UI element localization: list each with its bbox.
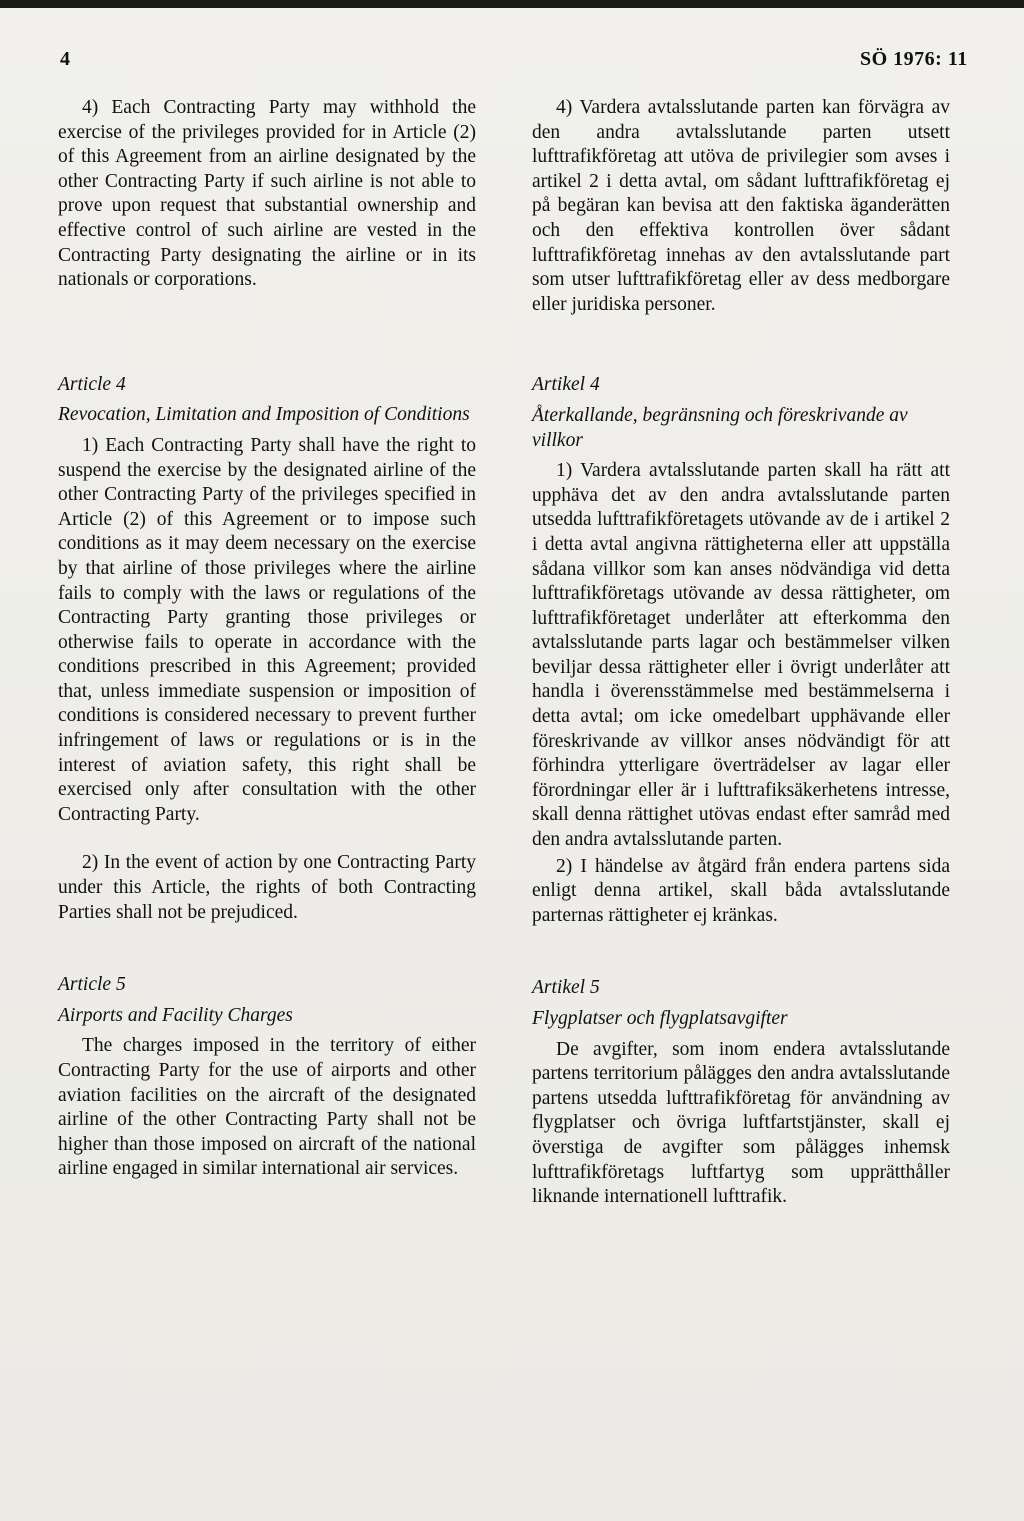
- top-border-rule: [0, 0, 1024, 8]
- sv-article4-paragraph-2: 2) I händelse av åtgärd från endera partens sida enligt denna artikel, skall båda avtalsslutande parternas rättigheter ej kränkas.: [532, 855, 950, 926]
- publication-reference: SÖ 1976: 11: [860, 48, 968, 70]
- en-article5-paragraph-1: The charges imposed in the territory of either Contracting Party for the use of airports and other aviation facilities on the aircraft of the designated airline of the other Contracting Party shall not be higher than those imposed on aircraft of the national airline engaged in similar international air services.: [58, 1035, 476, 1180]
- sv-article3-paragraph-4: 4) Vardera avtalsslutande parten kan förvägra av den andra avtalsslutande parten utsett lufttrafikföretag att utöva de privilegier som avses i artikel 2 i detta avtal, om sådant lufttrafikföretag ej på begäran kan bevisa att den faktiska äganderätten och den effektiva kontrollen över sådant lufttrafikföretag innehas av den avtalsslutande part som utser lufttrafikföretag eller av dess medborgare eller juridiska personer.: [532, 97, 950, 315]
- sv-article4-title: Återkallande, begränsning och föreskrivande av villkor: [532, 404, 908, 451]
- english-column: [58, 96, 476, 1182]
- en-article4-paragraph-1: 1) Each Contracting Party shall have the right to suspend the exercise by the designated airline of the other Contracting Party of the privileges specified in Article (2) of this Agreement or to impose such conditions as it may deem necessary on the exercise by that airline of those privileges where the airline fails to comply with the laws or regulations of the Contracting Party granting those privileges or otherwise fails to operate in accordance with the conditions prescribed in this Agreement; provided that, unless immediate suspension or imposition of conditions is considered necessary to prevent further infringement of laws or regulations or is in the interest of aviation safety, this right shall be exercised only after consultation with the other Contracting Party.: [58, 434, 476, 825]
- sv-article5-label: Artikel 5: [532, 977, 600, 999]
- page-number: 4: [60, 48, 70, 70]
- en-article4-paragraph-2: 2) In the event of action by one Contracting Party under this Article, the rights of both Contracting Parties shall not be prejudiced.: [58, 852, 476, 923]
- sv-article5-paragraph-1: De avgifter, som inom endera avtalsslutande partens territorium pålägges den andra avtalsslutande partens utsedda lufttrafikföretag för användning av flygplatser och övriga luftfartstjänster, skall ej överstiga de avgifter som pålägges inhemsk lufttrafikföretags luftfartyg som upprätthåller liknande internationell lufttrafik.: [532, 1038, 950, 1208]
- en-article4-label: Article 4: [58, 373, 126, 395]
- swedish-column: [532, 96, 950, 1210]
- sv-article4-label: Artikel 4: [532, 374, 600, 396]
- sv-article5-title: Flygplatser och flygplatsavgifter: [532, 1008, 788, 1029]
- en-article5-label: Article 5: [58, 974, 126, 996]
- sv-article4-paragraph-1: 1) Vardera avtalsslutande parten skall ha rätt att upphäva det av den andra avtalsslutande parten utsedda lufttrafikföretagets utövande av de i artikel 2 i detta avtal angivna rättigheterna eller att uppställa sådana villkor som kan anses nödvändiga vid detta lufttrafikföretags utövande av dessa rättigheter, om lufttrafikföretaget underlåter att efterkomma den avtalsslutande parts lagar och bestämmelser vilken beviljar dessa rättigheter eller i övrigt underlåter att handla i överensstämmelse med bestämmelserna i detta avtal; om icke omedelbart upphävande eller föreskrivande av villkor anses nödvändigt för att förhindra ytterligare överträdelser av lagar eller förordningar eller är i lufttrafiksäkerhetens intresse, skall denna rättighet utövas endast efter samråd med den andra avtalsslutande parten.: [532, 460, 950, 851]
- en-article3-paragraph-4: 4) Each Contracting Party may withhold the exercise of the privileges provided for in Article (2) of this Agreement from an airline designated by the other Contracting Party if such airline is not able to prove upon request that substantial ownership and effective control of such airline are vested in the Contracting Party designating the airline or in its nationals or corporations.: [58, 97, 476, 291]
- en-article4-title: Revocation, Limitation and Imposition of Conditions: [58, 404, 470, 426]
- en-article5-title: Airports and Facility Charges: [58, 1004, 293, 1026]
